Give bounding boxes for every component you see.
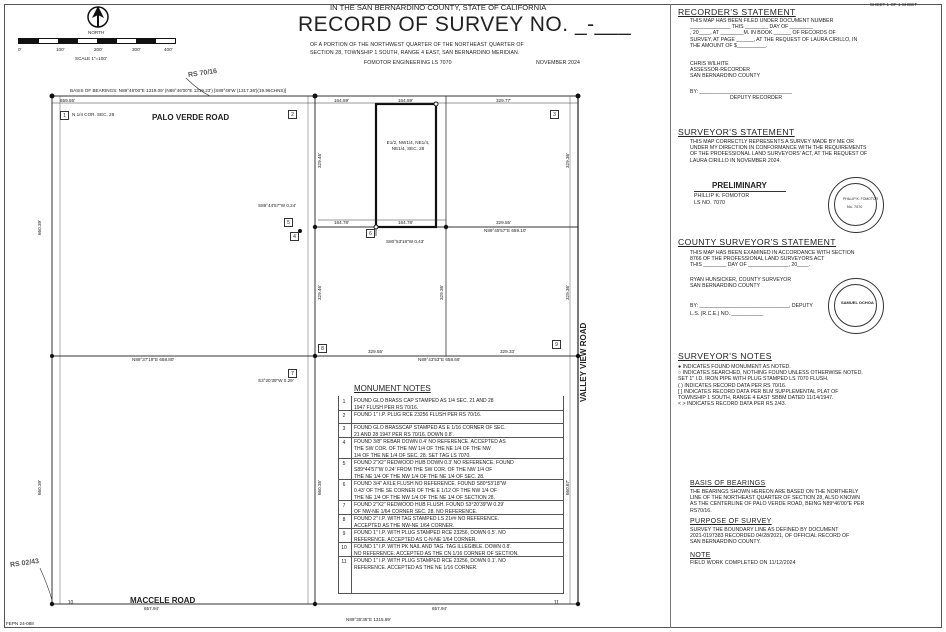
bearing-b: S80°53'18"W 0.43': [386, 239, 425, 244]
note-item: SET 1" I.D. IRON PIPE WITH PLUG STAMPED LS 7070 FLUSH.: [678, 376, 829, 383]
note-item: ● INDICATES FOUND MONUMENT AS NOTED.: [678, 364, 791, 370]
purpose-line: SAN BERNARDINO COUNTY.: [690, 539, 761, 546]
recorder-name: CHRIS WILHITE: [690, 61, 729, 68]
rs-70-16-label: RS 70/16: [187, 68, 218, 79]
basis-line: LINE OF THE NORTHEAST QUARTER OF SECTION 28, ALSO KNOWN: [690, 495, 860, 502]
scale-label-300: 300': [132, 47, 141, 52]
surveyor-line: OF THE PROFESSIONAL LAND SURVEYORS' ACT, AT THE REQUEST OF: [690, 151, 868, 158]
engineer-line: FOMOTOR ENGINEERING LS 7070: [364, 60, 452, 66]
surveyor-seal: [828, 177, 884, 233]
basis-title: BASIS OF BEARINGS: [690, 480, 766, 487]
vert-right-mid-dim: 329.36': [565, 285, 570, 300]
monument-number: 4: [342, 440, 346, 446]
bottom-bearing: N89°35'35"E 1315.89': [346, 617, 391, 622]
fepn-label: FEPN 24-088: [6, 621, 34, 626]
palo-verde-road-label: PALO VERDE ROAD: [152, 113, 230, 122]
surveyor-line: THIS MAP CORRECTLY REPRESENTS A SURVEY MADE BY ME OR: [690, 139, 855, 145]
purpose-block: [690, 527, 849, 546]
purpose-title: PURPOSE OF SURVEY: [690, 518, 772, 525]
basis-line: THE BEARINGS SHOWN HEREON ARE BASED ON THE NORTHERLY: [690, 489, 859, 495]
scale-label-100: 100': [56, 47, 65, 52]
monument-note-text: FOUND GLO BRASSCAP STAMPED AS E 1/16 CORNER OF SEC. 21 AND 28 1947 PER RS 70/16. DOWN 0.8'.: [354, 424, 506, 438]
recorder-line: , 20____, AT ________M. IN BOOK ______ OF RECORDS OF: [690, 30, 836, 37]
basis-line: AS THE CENTERLINE OF PALO VERDE ROAD, BEING N89°46'00"E PER: [690, 501, 865, 508]
monument-number: 5: [342, 461, 346, 467]
county-by: BY: _______________________________, DEPUTY: [690, 303, 813, 310]
bottom-dim-1: 657.94': [144, 606, 159, 611]
mid-dim-2: 164.78': [398, 220, 413, 225]
mid-bearing: N89°45'57"E 659.10': [484, 228, 527, 233]
note-text: FIELD WORK COMPLETED ON 11/12/2024: [690, 560, 796, 566]
desc-line-1: OF A PORTION OF THE NORTHWEST QUARTER OF THE NORTHEAST QUARTER OF: [310, 42, 524, 48]
lower-dim-2: 329.33': [500, 349, 515, 354]
recorder-line: ______________ THIS ________ DAY OF ________: [690, 24, 813, 31]
recorder-deputy: DEPUTY RECORDER: [730, 94, 783, 101]
rs-02-43-label: RS 02/43: [9, 558, 40, 569]
monument-note-text: FOUND 3/4" AXLE FLUSH NO REFERENCE. FOUND S80°53'18"W 0.43' OF THE SE CORNER OF THE E 1/12 OF THE NW 1/4 OF THE NE 1/4 OF THE NW 1/4 OF THE NE 1/4 OF SECTION 28.: [354, 480, 507, 501]
county-line: THIS ________ DAY OF ______________, 20____.: [690, 262, 811, 269]
lower-bearing-mid: N89°43'53"E 658.66': [418, 357, 461, 362]
vert-left-dim-2: 660.39': [37, 480, 42, 495]
monument-number: 3: [342, 426, 346, 432]
bottom-dim-2: 657.94': [432, 606, 447, 611]
date-line: NOVEMBER 2024: [536, 60, 580, 66]
corner-number-6: 6: [366, 229, 375, 238]
corner-number-4: 4: [290, 232, 299, 241]
lower-bearing-left: N89°37'19"E 658.80': [132, 357, 175, 362]
maccele-road-label: MACCELE ROAD: [130, 596, 196, 605]
basis-bearing-line: BASIS OF BEARINGS: N89°46'00"E 1319.09' (N89°46'00"E 1319.23') [S89°46'W (1317.36')(19.96CHNS)]: [70, 88, 287, 93]
vert-center-low-dim: 660.35': [317, 480, 322, 495]
monument-note-text: FOUND 1" I.P. WITH PLUG STAMPED RCE 23256, DOWN 0.1'. NO REFERENCE. ACCEPTED AS THE NE 1/16 CORNER.: [354, 557, 506, 571]
county-seal-name: SAMUEL OCHOA: [841, 300, 874, 305]
vert-right-top-dim: 329.36': [565, 153, 570, 168]
preliminary-stamp: PRELIMINARY: [712, 181, 767, 190]
vert-left-dim: 660.39': [37, 220, 42, 235]
top-dim-2: 164.89': [334, 98, 349, 103]
vert-center-mid-dim: 329.46': [317, 285, 322, 300]
corner-number-9: 9: [552, 340, 561, 349]
recorder-name: SAN BERNARDINO COUNTY: [690, 73, 761, 80]
monument-number: 8: [342, 517, 346, 523]
county-name: SAN BERNARDINO COUNTY: [690, 282, 761, 289]
monument-note-text: FOUND 1" I.P. PLUG RCE 23256 FLUSH PER RS 70/16.: [354, 411, 482, 418]
monument-number: 1: [342, 399, 346, 405]
purpose-line: SURVEY THE BOUNDARY LINE AS DEFINED BY DOCUMENT: [690, 527, 839, 533]
surveyor-ls: LS NO. 7070: [694, 200, 726, 206]
corner-number-2: 2: [288, 110, 297, 119]
monument-note-text: FOUND 2"X2" REDWOOD HUB DOWN 0.3' NO REFERENCE. FOUND S89°44'57"W 0.24' FROM THE SW COR. OF THE NW 1/4 OF THE NE 1/4 OF THE NW 1/4 OF THE NE 1/4 OF SEC. 28.: [354, 459, 514, 480]
scale-text: SCALE 1"=100': [75, 56, 107, 61]
corner-number-11: 11: [553, 600, 560, 606]
corner-number-7: 7: [288, 369, 297, 378]
corner-number-1: 1: [60, 111, 69, 120]
note-item: [ ] INDICATES RECORD DATA PER BLM SUPPLEMENTAL PLAT OF: [678, 388, 839, 395]
monument-notes-title: MONUMENT NOTES: [354, 384, 431, 393]
monument-note-text: FOUND 2" I.P. WITH TAG STAMPED LS 21## NO REFERENCE. ACCEPTED AS THE NW-NE 1/64 CORNER.: [354, 515, 500, 529]
corner-number-8: 8: [318, 344, 327, 353]
basis-block: [690, 489, 864, 514]
top-dim-4: 329.77': [496, 98, 511, 103]
surveyor-line: LAURA CIRILLO IN NOVEMBER 2024.: [690, 157, 781, 164]
monument-number: 6: [342, 482, 346, 488]
signature-line: [694, 191, 786, 192]
monument-note-text: FOUND 1" I.P. WITH PK NAIL AND TAG. TAG ILLEGIBLE. DOWN 0.8'. NO REFERENCE. ACCEPTED AS THE CN 1/16 CORNER OF SECTION.: [354, 543, 519, 557]
note-item: ○ INDICATES SEARCHED, NOTHING FOUND UNLESS OTHERWISE NOTED.: [678, 370, 863, 377]
monument-number: 2: [342, 413, 346, 419]
county-name: RYAN HUNSICKER, COUNTY SURVEYOR: [690, 276, 792, 283]
scale-label-200: 200': [94, 47, 103, 52]
monument-number: 7: [342, 503, 346, 509]
lower-dim-1: 329.55': [368, 349, 383, 354]
bearing-a: S89°44'57"W 0.24': [258, 203, 297, 208]
recorder-title: RECORDER'S STATEMENT: [678, 7, 796, 17]
vert-center-top-dim: 329.46': [317, 153, 322, 168]
recorder-name: ASSESSOR-RECORDER: [690, 67, 750, 74]
corner-note: N 1/4 COR. SEC. 28: [72, 112, 115, 117]
scale-label-400: 400': [164, 47, 173, 52]
county-line: THIS MAP HAS BEEN EXAMINED IN ACCORDANCE WITH SECTION: [690, 250, 855, 256]
purpose-line: 2021-0197383 RECORDED 04/28/2021, OF OFFICIAL RECORD OF: [690, 533, 850, 540]
note-item: ( ) INDICATES RECORD DATA PER RS 70/16.: [678, 382, 787, 389]
county-line: 8766 OF THE PROFESSIONAL LAND SURVEYORS ACT: [690, 256, 825, 263]
surveyor-block: [690, 139, 867, 164]
surveyor-notes-list: [678, 364, 863, 407]
note-item: TOWNSHIP 1 SOUTH, RANGE 4 EAST SBBM DATED 11/14/1947.: [678, 395, 834, 402]
recorder-line: THE AMOUNT OF $__________.: [690, 42, 768, 49]
county-seal: [828, 278, 884, 334]
desc-line-2: SECTION 28, TOWNSHIP 1 SOUTH, RANGE 4 EAST, SAN BERNARDINO MERIDIAN.: [310, 50, 520, 56]
valley-view-road-label: VALLEY VIEW ROAD: [579, 322, 588, 402]
surveyor-line: UNDER MY DIRECTION IN CONFORMANCE WITH THE REQUIREMENTS: [690, 145, 867, 152]
monument-note-text: FOUND 1" I.P. WITH PLUG STAMPED RCE 23256, DOWN 0.5'. NO REFERENCE. ACCEPTED AS C-N-NE 1/64 CORNER.: [354, 529, 506, 543]
basis-line: RS70/16.: [690, 507, 712, 514]
surveyor-name: PHILLIP K. FOMOTOR: [694, 193, 750, 199]
mid-dim-3: 329.55': [496, 220, 511, 225]
vert-parcel-mid-dim: 329.36': [439, 285, 444, 300]
top-dim-1: 659.55': [60, 98, 75, 103]
recorder-line: THIS MAP HAS BEEN FILED UNDER DOCUMENT NUMBER: [690, 18, 834, 24]
note-item: < > INDICATES RECORD DATA PER RS 2/43.: [678, 401, 787, 408]
monument-note-text: FOUND 3/8" REBAR DOWN 0.4' NO REFERENCE. ACCEPTED AS THE SW COR. OF THE NW 1/4 OF THE NE 1/4 OF THE NW 1/4 OF THE NE 1/4 OF SEC. 28. SET TAG LS 7070.: [354, 438, 506, 459]
monument-number: 11: [341, 559, 347, 565]
county-title: COUNTY SURVEYOR'S STATEMENT: [678, 237, 836, 247]
recorder-by: BY: ________________________________: [690, 88, 792, 95]
corner-number-5: 5: [284, 218, 293, 227]
vert-right-low-dim: 660.67': [565, 480, 570, 495]
note-title: NOTE: [690, 552, 711, 559]
recorder-line: SURVEY, AT PAGE ______, AT THE REQUEST OF LAURA CIRILLO, IN: [690, 36, 858, 43]
sheet-number: SHEET 1 OF 1 SHEET: [870, 2, 918, 7]
surveyor-notes-title: SURVEYOR'S NOTES: [678, 351, 772, 361]
parcel-label: E1/2, NW1/4, NE1/4, NE1/4, SEC. 28: [386, 140, 430, 151]
recorder-block: [690, 18, 857, 101]
top-dim-3: 164.89': [398, 98, 413, 103]
corner-number-3: 3: [550, 110, 559, 119]
monument-number: 10: [341, 545, 347, 551]
monument-note-text: FOUND 2"X2" REDWOOD HUB FLUSH. FOUND S3°20'39"W 0.29' OF NW-NE 1/64 CORNER SEC. 28. NO REFERENCE.: [354, 501, 505, 515]
north-label: NORTH: [88, 30, 105, 35]
mid-dim-1: 164.78': [334, 220, 349, 225]
county-ls: L.S. (R.C.E.) NO. ___________: [690, 311, 764, 318]
surveyor-title: SURVEYOR'S STATEMENT: [678, 127, 795, 137]
sheet-divider: [670, 4, 671, 628]
monument-number: 9: [342, 531, 346, 537]
monument-note-text: FOUND GLO BRASS CAP STAMPED AS 1/4 SEC. 21 AND 28 1947 FLUSH PER RS 70/16.: [354, 397, 494, 411]
county-line: IN THE SAN BERNARDINO COUNTY, STATE OF CALIFORNIA: [330, 3, 547, 12]
surveyor-seal-name: PHILLIP K. FOMOTOR: [843, 197, 878, 201]
scale-label-0: 0': [18, 47, 22, 52]
surveyor-seal-number: No. 7070: [847, 205, 863, 209]
corner-number-10: 10: [67, 600, 74, 606]
bearing-c: S3°20'39"W 0.29': [258, 378, 294, 383]
page-title: RECORD OF SURVEY NO. _-___: [298, 13, 632, 36]
